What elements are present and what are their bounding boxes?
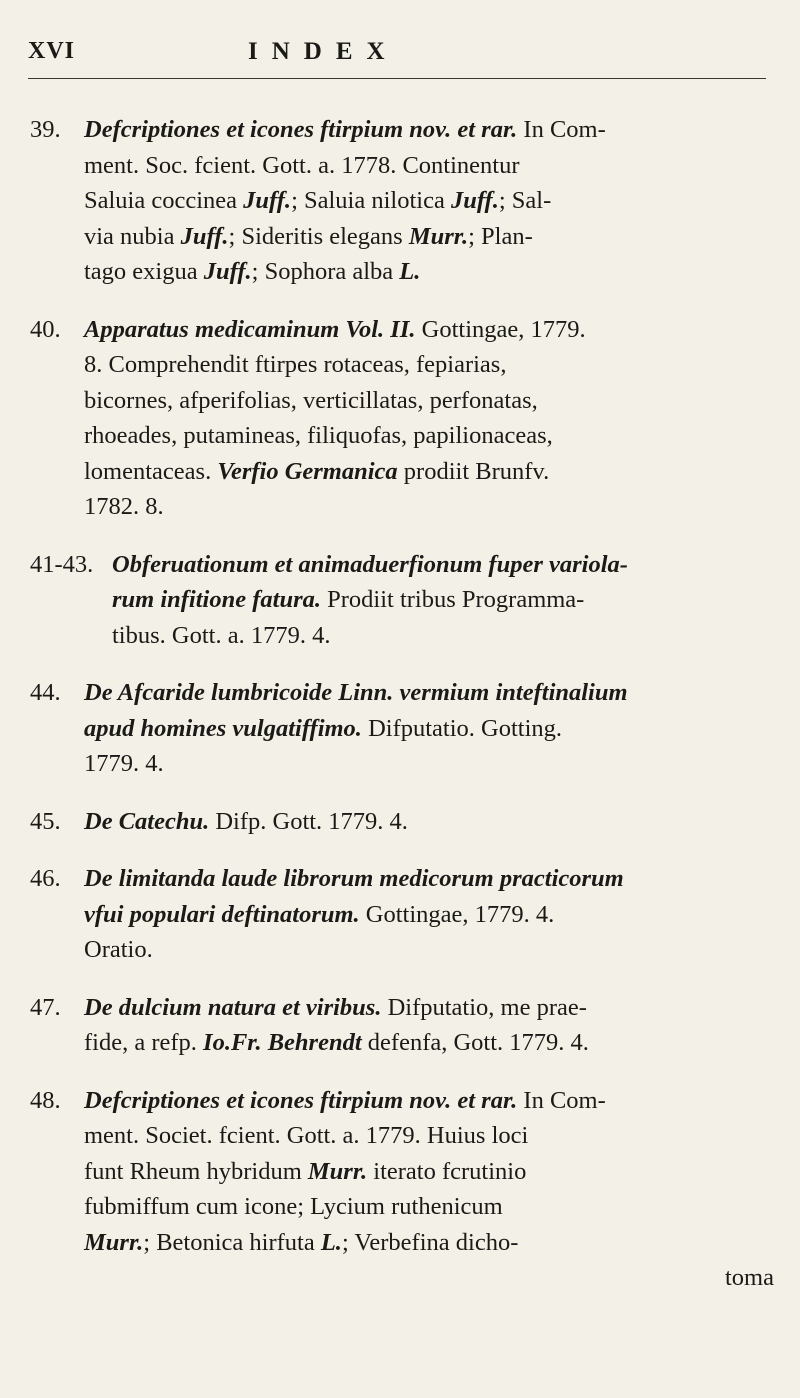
entry-line: bicornes, afperifolias, verticillatas, perfonatas, (84, 386, 538, 414)
entry-line: tago exigua Juff.; Sophora alba L. (84, 258, 421, 285)
page-header (28, 38, 772, 78)
index-entry (30, 861, 774, 968)
index-entry (30, 312, 774, 525)
entry-number: 44. (30, 679, 61, 706)
index-entries (30, 112, 774, 1318)
entry-line: De dulcium natura et viribus. Difputatio, me prae- (84, 993, 587, 1021)
entry-number: 47. (30, 993, 61, 1021)
entry-line: 1779. 4. (84, 750, 164, 777)
entry-line: lomentaceas. Verfio Germanica prodiit Brunfv. (84, 457, 550, 485)
entry-line: 1782. 8. (84, 493, 164, 520)
index-entry (30, 990, 774, 1061)
entry-line: Obferuationum et animaduerfionum fuper variola- (112, 550, 628, 578)
index-entry (30, 1083, 774, 1296)
header-rule (28, 78, 766, 79)
entry-line: 8. Comprehendit ftirpes rotaceas, fepiarias, (84, 351, 507, 378)
entry-line: tibus. Gott. a. 1779. 4. (112, 621, 331, 649)
entry-line: Apparatus medicaminum Vol. II. Gottingae, 1779. (84, 315, 586, 343)
index-entry (30, 547, 774, 654)
index-entry (30, 804, 774, 840)
entry-line: apud homines vulgatiffimo. Difputatio. Gotting. (84, 714, 563, 742)
entry-line-tail: toma (725, 1264, 774, 1291)
entry-number: 40. (30, 315, 61, 343)
entry-line: De Afcaride lumbricoide Linn. vermium inteftinalium (84, 679, 628, 706)
entry-line: Defcriptiones et icones ftirpium nov. et rar. In Com- (84, 116, 606, 143)
entry-line: via nubia Juff.; Sideritis elegans Murr.; Plan- (84, 222, 533, 250)
entry-line: fide, a refp. Io.Fr. Behrendt defenfa, Gott. 1779. 4. (84, 1029, 589, 1056)
entry-line: rum infitione fatura. Prodiit tribus Programma- (112, 586, 585, 613)
entry-line: De Catechu. Difp. Gott. 1779. 4. (84, 807, 408, 835)
entry-line: Saluia coccinea Juff.; Saluia nilotica Juff.; Sal- (84, 187, 552, 214)
page-folio: XVI (28, 38, 76, 64)
entry-number: 48. (30, 1086, 61, 1114)
entry-number: 46. (30, 865, 61, 892)
entry-line: Murr.; Betonica hirfuta L.; Verbefina dicho- (84, 1228, 519, 1256)
entry-line: funt Rheum hybridum Murr. iterato fcrutinio (84, 1157, 527, 1185)
index-entry (30, 675, 774, 782)
entry-line: vfui populari deftinatorum. Gottingae, 1779. 4. (84, 900, 555, 928)
index-entry (30, 112, 774, 290)
entry-line: rhoeades, putamineas, filiquofas, papilionaceas, (84, 422, 553, 449)
entry-line: De limitanda laude librorum medicorum practicorum (84, 865, 624, 892)
entry-number: 41-43. (30, 550, 94, 578)
entry-number: 45. (30, 807, 61, 835)
entry-line: ment. Societ. fcient. Gott. a. 1779. Huius loci (84, 1122, 529, 1149)
entry-line: fubmiffum cum icone; Lycium ruthenicum (84, 1193, 503, 1220)
running-title: INDEX (248, 38, 399, 65)
entry-line: ment. Soc. fcient. Gott. a. 1778. Continentur (84, 151, 520, 179)
entry-number: 39. (30, 116, 61, 143)
entry-line: Defcriptiones et icones ftirpium nov. et rar. In Com- (84, 1086, 606, 1114)
entry-line: Oratio. (84, 936, 153, 963)
